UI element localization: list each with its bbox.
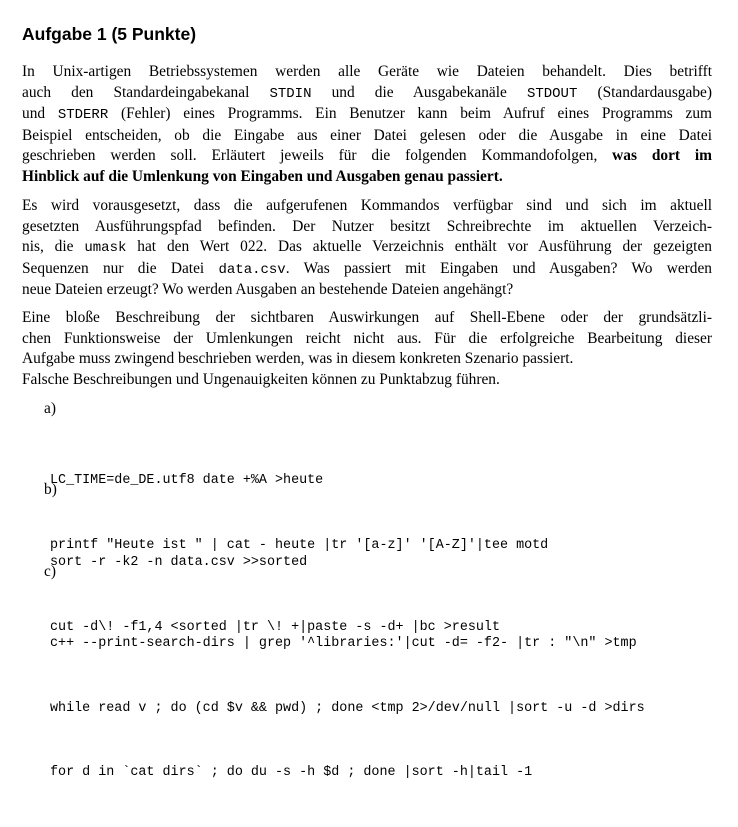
intro-paragraph: In Unix-artigen Betriebssystemen werden alle Geräte wie Dateien behandelt. Dies betrifft auch den Standardeingabekanal STDIN und die Ausgabekanäle STDOUT (Standardausgabe) und STDERR (Fehler) eines Programms. Ein Benutzer kann beim Aufruf eines Programms zum Beispiel entscheiden, ob die Eingabe aus einer Datei gelesen oder die Ausgabe in eine Datei geschrieben werden soll. Erläutert jeweils für die folgenden Kommandofolgen, was dort im Hinblick auf die Umlenkung von Eingaben und Ausgaben genau passiert. xyxy=(22,63,713,185)
part-c-code: c++ --print-search-dirs | grep '^libraries:'|cut -d= -f2- |tr : "\n" >tmp while read v ; do (cd $v && pwd) ; done <tmp 2>/dev/null |sort -u -d >dirs for d in `cat dirs` ; do du -s -h $d ; done |sort -h|tail -1 xyxy=(50,636,645,780)
assumptions-paragraph: Es wird vorausgesetzt, dass die aufgerufenen Kommandos verfügbar sind und sich im aktuell gesetzten Ausführungspfad befinden. Der Nutzer besitzt Schreibrechte im aktuellen Verzeich- nis, die umask hat den Wert 022. Das aktuelle Verzeichnis enthält vor Ausführung der gezeigten Sequenzen nur die Datei data.csv. Was passiert mit Eingaben und Ausgaben? Wo werden neue Dateien erzeugt? Wo werden Ausgaben an bestehende Dateien angehängt? xyxy=(22,197,712,298)
part-b-label: b) xyxy=(44,481,57,498)
part-a-code: LC_TIME=de_DE.utf8 date +%A >heute printf "Heute ist " | cat - heute |tr '[a-z]' '[A-Z]'|tee motd xyxy=(50,473,549,553)
grading-note-paragraph: Eine bloße Beschreibung der sichtbaren Auswirkungen auf Shell-Ebene oder der grundsätzli- chen Funktionsweise der Umlenkungen reicht nicht aus. Für die erfolgreiche Bearbeitung dieser Aufgabe muss zwingend beschrieben werden, was in diesem konkreten Szenario passiert. Falsche Beschreibungen und Ungenauigkeiten können zu Punktabzug führen. xyxy=(22,309,712,388)
part-c-label: c) xyxy=(44,563,56,580)
part-a-label: a) xyxy=(44,400,56,417)
part-b-code: sort -r -k2 -n data.csv >>sorted cut -d\! -f1,4 <sorted |tr \! +|paste -s -d+ |bc >result xyxy=(50,555,500,635)
task-heading: Aufgabe 1 (5 Punkte) xyxy=(22,24,197,44)
